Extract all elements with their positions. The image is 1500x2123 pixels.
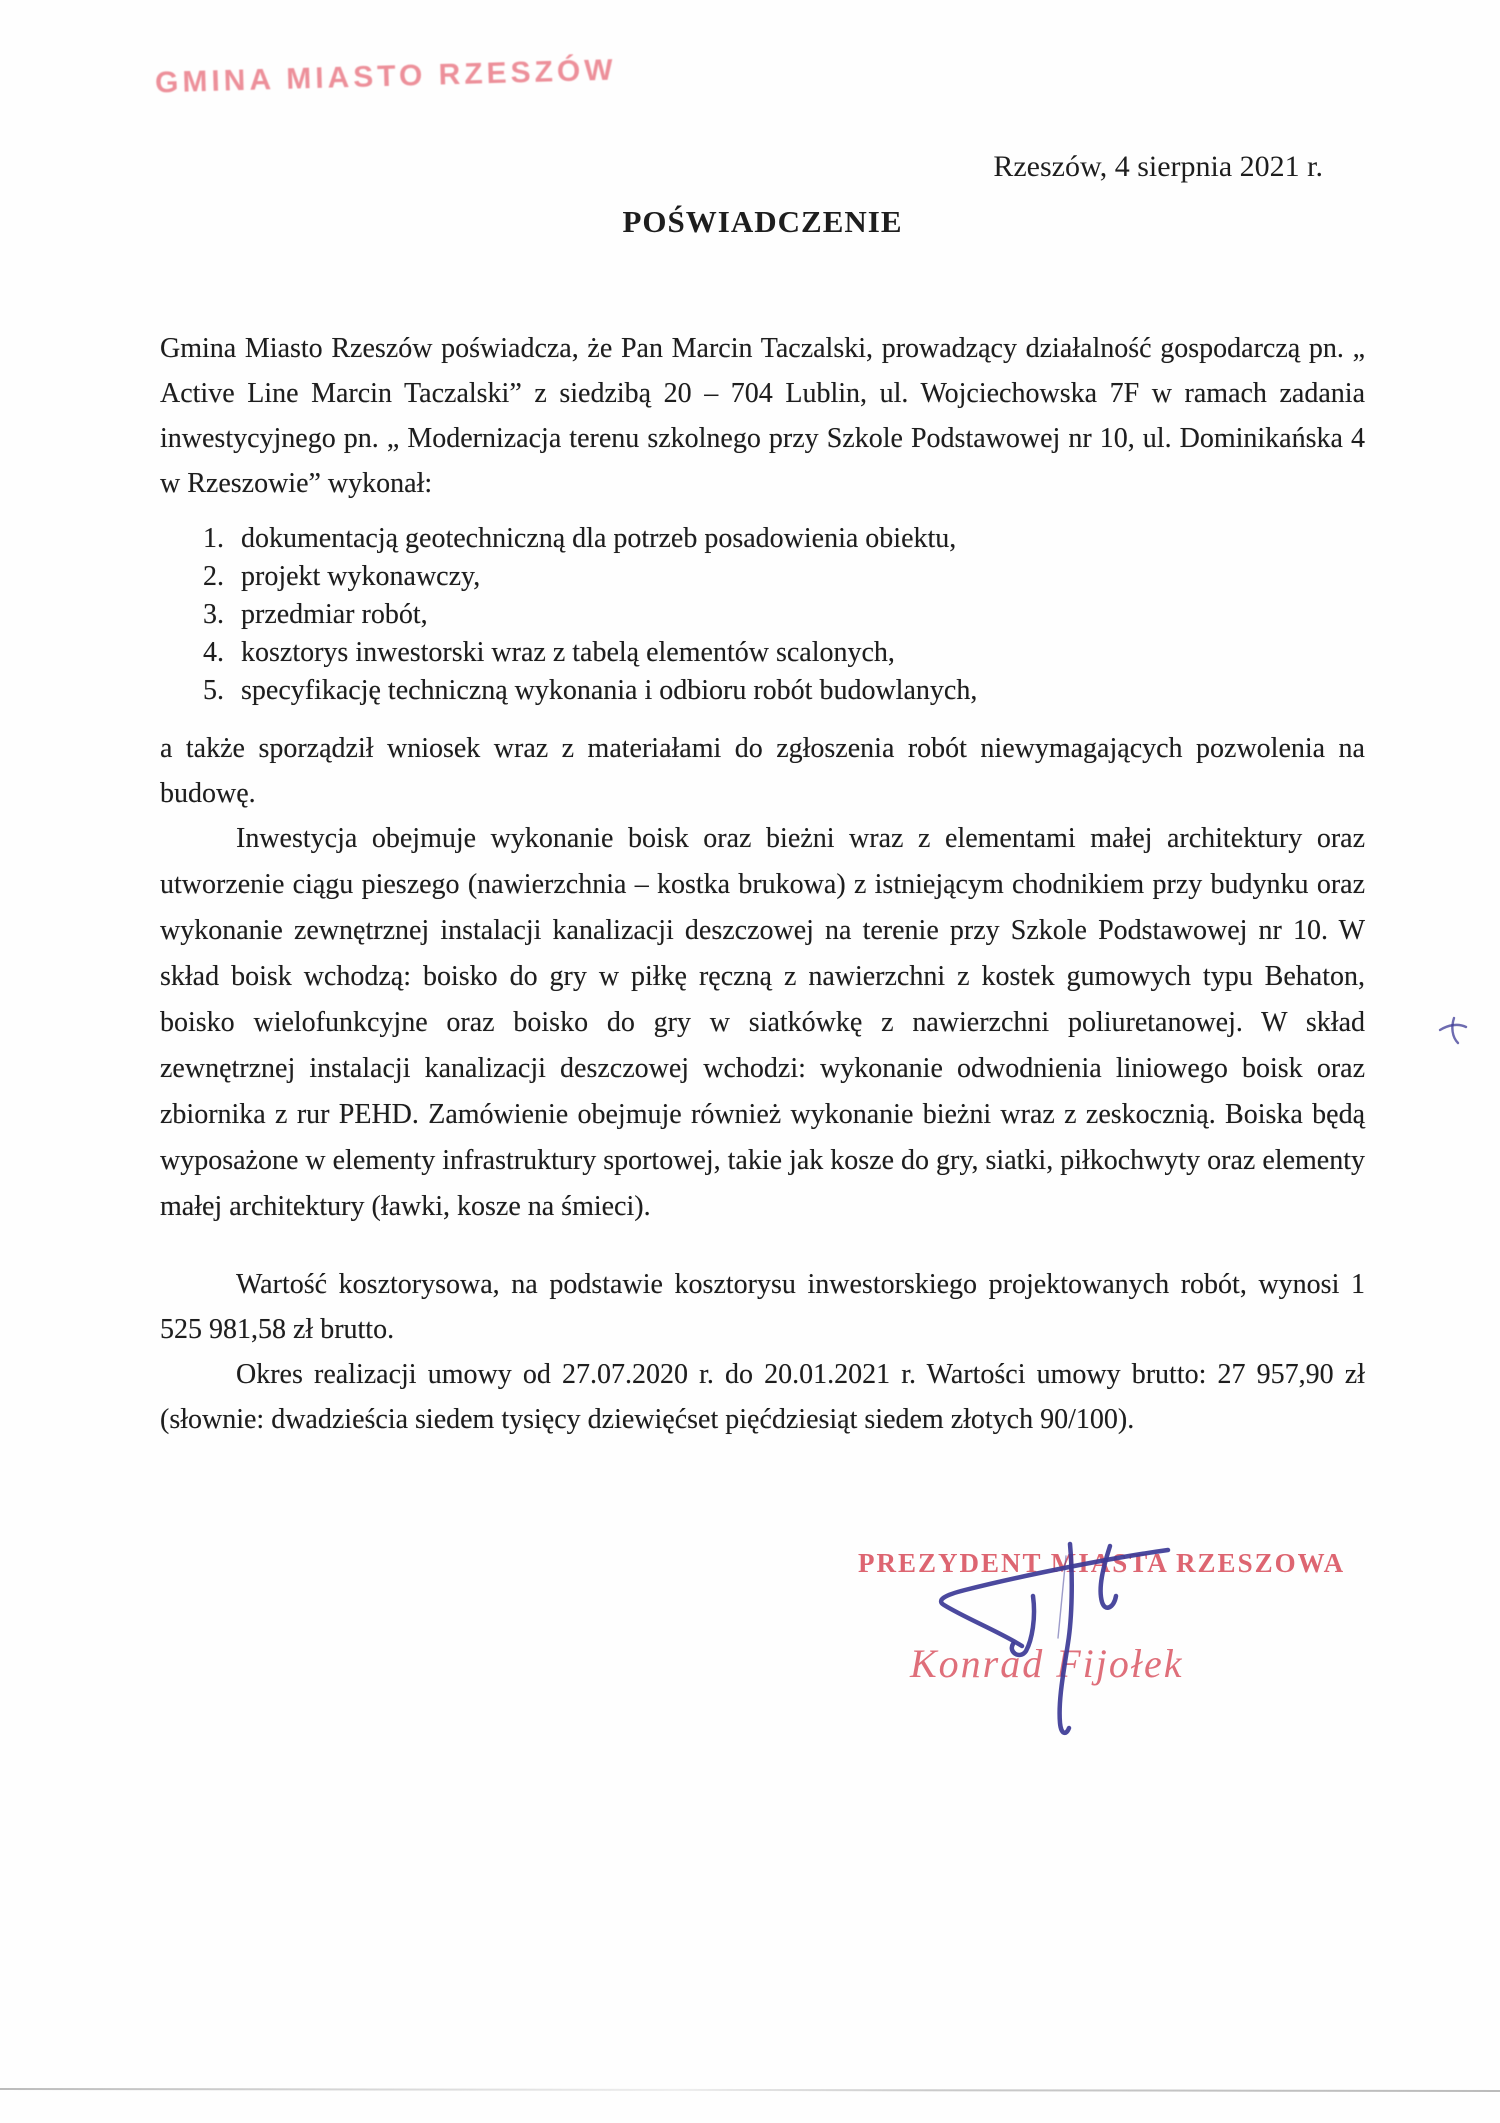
deliverables-list — [160, 520, 1365, 710]
signature-block — [858, 1548, 1346, 1818]
after-list-paragraph: a także sporządził wniosek wraz z materiałami do zgłoszenia robót niewymagających pozwolenia na budowę. — [160, 733, 1365, 809]
municipality-stamp: GMINA MIASTO RZESZÓW — [154, 53, 618, 100]
list-item-number: 5. — [203, 675, 224, 706]
president-stamp-name: Konrad Fijołek — [910, 1641, 1184, 1686]
list-item-number: 1. — [203, 523, 224, 554]
intro-paragraph: Gmina Miasto Rzeszów poświadcza, że Pan Marcin Taczalski, prowadzący działalność gospodarczą pn. „ Active Line Marcin Taczalski” z siedzibą 20 – 704 Lublin, ul. Wojciechowska 7F w ramach zadania inwestycyjnego pn. „ Modernizacja terenu szkolnego przy Szkole Podstawowej nr 10, ul. Dominikańska 4 w Rzeszowie” wykonał: — [160, 333, 1365, 499]
ink-speck-icon — [1436, 1012, 1470, 1048]
cost-estimate-paragraph: Wartość kosztorysowa, na podstawie kosztorysu inwestorskiego projektowanych robót, wynosi 1 525 981,58 zł brutto. — [160, 1269, 1365, 1345]
list-item-text: kosztorys inwestorski wraz z tabelą elementów scalonych, — [241, 637, 895, 668]
contract-period-paragraph: Okres realizacji umowy od 27.07.2020 r. do 20.01.2021 r. Wartości umowy brutto: 27 957,90 zł (słownie: dwadzieścia siedem tysięcy dziewięćset pięćdziesiąt siedem złotych 90/100). — [160, 1359, 1365, 1435]
list-item-number: 3. — [203, 599, 224, 630]
list-item — [160, 520, 1365, 558]
list-item-text: projekt wykonawczy, — [241, 561, 481, 592]
list-item-number: 4. — [203, 637, 224, 668]
scan-artifact-line — [0, 2088, 1500, 2092]
list-item-text: dokumentacją geotechniczną dla potrzeb posadowienia obiektu, — [241, 523, 957, 554]
list-item-text: specyfikację techniczną wykonania i odbioru robót budowlanych, — [241, 675, 978, 706]
date-line: Rzeszów, 4 sierpnia 2021 r. — [993, 150, 1323, 183]
document-body — [160, 326, 1365, 1230]
document-title: POŚWIADCZENIE — [622, 204, 903, 239]
investment-description-paragraph: Inwestycja obejmuje wykonanie boisk oraz bieżni wraz z elementami małej architektury oraz utworzenie ciągu pieszego (nawierzchnia – kostka brukowa) z istniejącym chodnikiem przy budynku oraz wykonanie zewnętrznej instalacji kanalizacji deszczowej na terenie przy Szkole Podstawowej nr 10. W skład boisk wchodzą: boisko do gry w piłkę ręczną z nawierzchni z kostek gumowych typu Behaton, boisko wielofunkcyjne oraz boisko do gry w siatkówkę z nawierzchni poliuretanowej. W skład zewnętrznej instalacji kanalizacji deszczowej wchodzi: wykonanie odwodnienia liniowego boisk oraz zbiornika z rur PEHD. Zamówienie obejmuje również wykonanie bieżni wraz z zeskocznią. Boiska będą wyposażone w elementy infrastruktury sportowej, takie jak kosze do gry, siatki, piłkochwyty oraz elementy małej architektury (ławki, kosze na śmieci). — [160, 823, 1365, 1222]
document-lower-body — [160, 1262, 1365, 1442]
president-stamp-title: PREZYDENT MIASTA RZESZOWA — [858, 1548, 1346, 1578]
list-item-text: przedmiar robót, — [241, 599, 428, 630]
handwritten-signature-icon — [858, 1538, 1198, 1768]
list-item — [160, 596, 1365, 634]
list-item — [160, 558, 1365, 596]
list-item — [160, 672, 1365, 710]
list-item — [160, 634, 1365, 672]
list-item-number: 2. — [203, 561, 224, 592]
